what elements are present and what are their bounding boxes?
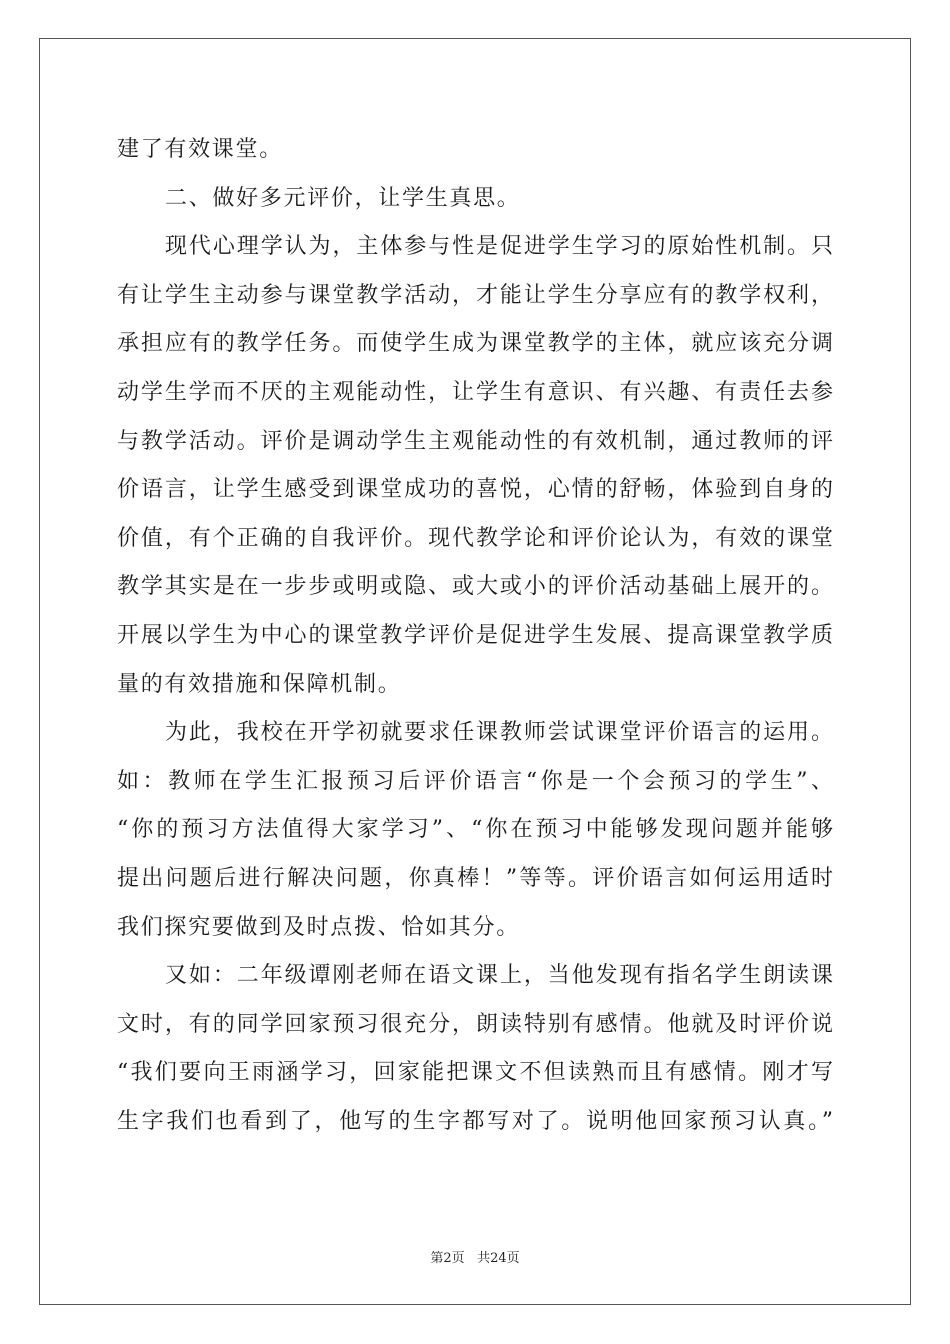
text-line: 与教学活动。评价是调动学生主观能动性的有效机制，通过教师的评	[117, 428, 833, 454]
page-total: 共24页	[477, 1251, 520, 1266]
text-line: 又如：二年级谭刚老师在语文课上，当他发现有指名学生朗读课	[165, 963, 833, 989]
text-line: 价值，有个正确的自我评价。现代教学论和评价论认为，有效的课堂	[117, 525, 833, 551]
document-body	[117, 126, 833, 1146]
text-line: 我们探究要做到及时点拨、恰如其分。	[117, 914, 520, 940]
text-line: “你的预习方法值得大家学习”、“你在预习中能够发现问题并能够	[117, 817, 833, 843]
text-line: 提出问题后进行解决问题，你真棒！”等等。评价语言如何运用适时	[117, 865, 833, 891]
text-line: 开展以学生为中心的课堂教学评价是促进学生发展、提高课堂教学质	[117, 622, 833, 648]
text-line: 动学生学而不厌的主观能动性，让学生有意识、有兴趣、有责任去参	[117, 379, 833, 405]
text-line: 量的有效措施和保障机制。	[117, 671, 402, 697]
text-line: 生字我们也看到了，他写的生字都写对了。说明他回家预习认真。”	[117, 1108, 833, 1134]
text-line: 教学其实是在一步步或明或隐、或大或小的评价活动基础上展开的。	[117, 574, 833, 600]
page-number: 第2页	[430, 1251, 465, 1266]
text-line: 文时，有的同学回家预习很充分，朗读特别有感情。他就及时评价说	[117, 1011, 833, 1037]
page-footer	[0, 1247, 950, 1266]
text-line: “我们要向王雨涵学习，回家能把课文不但读熟而且有感情。刚才写	[117, 1060, 833, 1086]
text-line: 如：教师在学生汇报预习后评价语言“你是一个会预习的学生”、	[117, 768, 833, 794]
section-heading: 二、做好多元评价，让学生真思。	[165, 185, 521, 211]
text-line: 有让学生主动参与课堂教学活动，才能让学生分享应有的教学权利，	[117, 282, 833, 308]
text-line: 为此，我校在开学初就要求任课教师尝试课堂评价语言的运用。	[165, 720, 833, 746]
text-line: 价语言，让学生感受到课堂成功的喜悦，心情的舒畅，体验到自身的	[117, 477, 833, 503]
text-line: 建了有效课堂。	[117, 137, 283, 162]
text-line: 现代心理学认为，主体参与性是促进学生学习的原始性机制。只	[165, 234, 833, 260]
text-line: 承担应有的教学任务。而使学生成为课堂教学的主体，就应该充分调	[117, 331, 833, 357]
